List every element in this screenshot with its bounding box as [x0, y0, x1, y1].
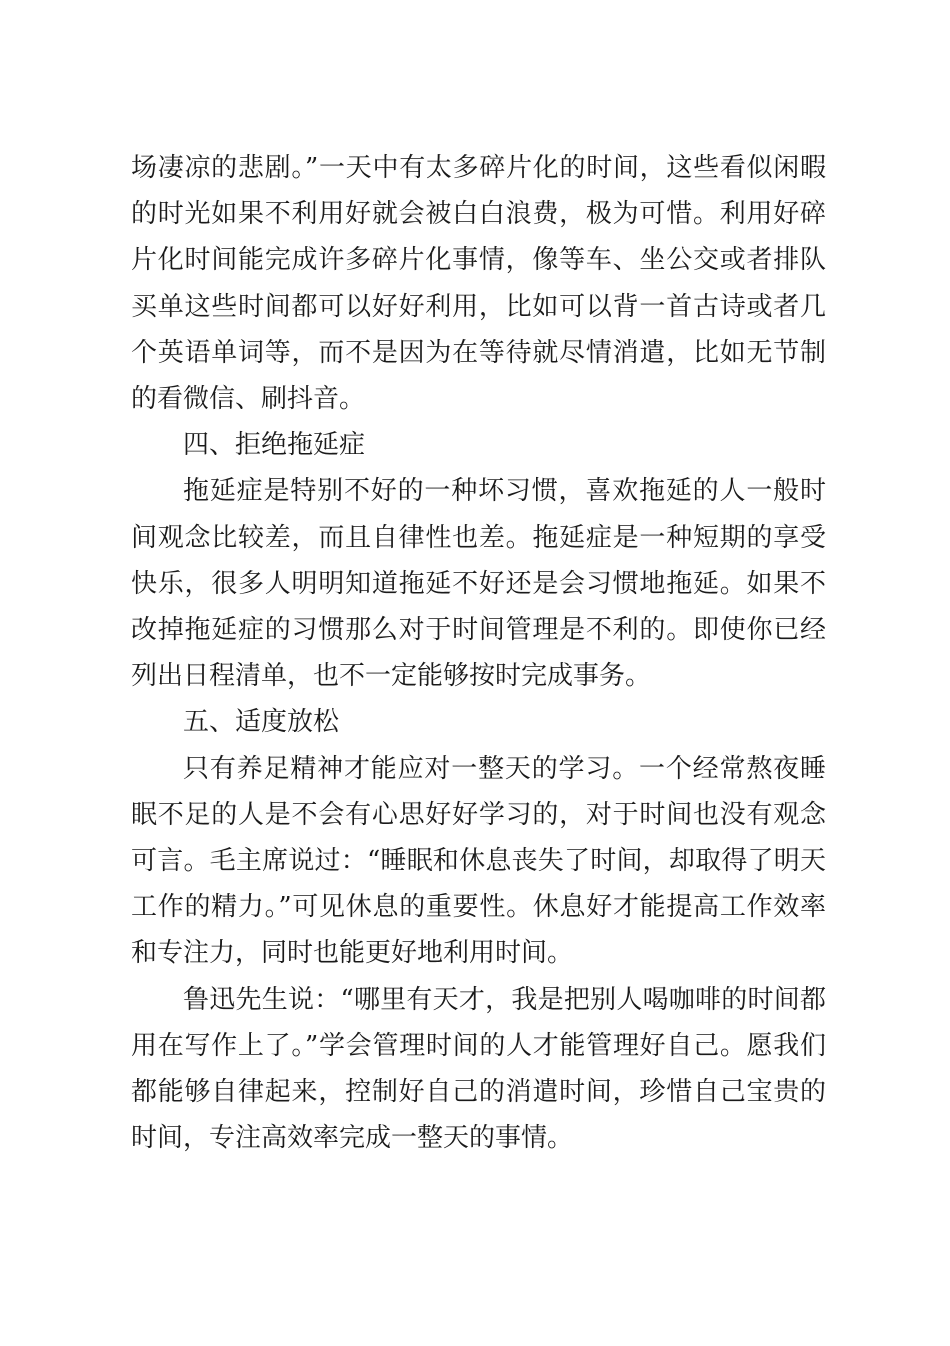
paragraph-procrastination: 拖延症是特别不好的一种坏习惯，喜欢拖延的人一般时间观念比较差，而且自律性也差。拖延症是一种短期的享受快乐，很多人明明知道拖延不好还是会习惯地拖延。如果不改掉拖延症的习惯那么对于时间管理是不利的。即使你已经列出日程清单，也不一定能够按时完成事务。 [131, 476, 826, 692]
paragraph-fragmented-time: 场凄凉的悲剧。”一天中有太多碎片化的时间，这些看似闲暇的时光如果不利用好就会被白白浪费，极为可惜。利用好碎片化时间能完成许多碎片化事情，像等车、坐公交或者排队买单这些时间都可以好好利用，比如可以背一首古诗或者几个英语单词等，而不是因为在等待就尽情消遣，比如无节制的看微信、刷抖音。 [131, 153, 826, 415]
paragraph-rest: 只有养足精神才能应对一整天的学习。一个经常熬夜睡眠不足的人是不会有心思好好学习的，对于时间也没有观念可言。毛主席说过：“睡眠和休息丧失了时间，却取得了明天工作的精力。”可见休息的重要性。休息好才能提高工作效率和专注力，同时也能更好地利用时间。 [131, 753, 826, 969]
section-heading-procrastination: 四、拒绝拖延症 [183, 430, 366, 461]
paragraph-conclusion: 鲁迅先生说：“哪里有天才，我是把别人喝咖啡的时间都用在写作上了。”学会管理时间的人才能管理好自己。愿我们都能够自律起来，控制好自己的消遣时间，珍惜自己宝贵的时间，专注高效率完成一整天的事情。 [131, 984, 826, 1154]
document-body [131, 145, 826, 1161]
section-heading-relaxation: 五、适度放松 [183, 707, 340, 738]
